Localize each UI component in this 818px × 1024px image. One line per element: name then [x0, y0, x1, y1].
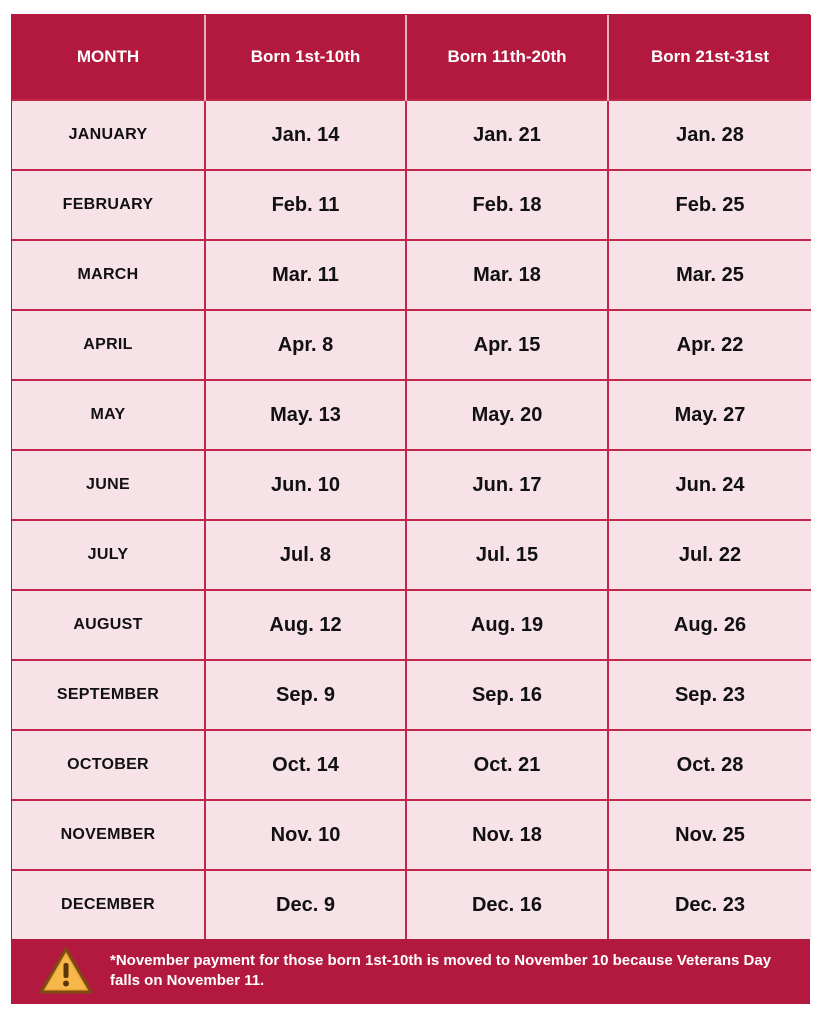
date-born-11-20: Oct. 21 — [406, 730, 608, 800]
table-row — [12, 520, 811, 590]
month-cell: JANUARY — [12, 100, 205, 170]
warning-icon — [38, 946, 94, 996]
footnote-banner — [12, 939, 809, 1003]
header-born-1-10: Born 1st-10th — [205, 15, 406, 100]
month-cell: SEPTEMBER — [12, 660, 205, 730]
date-born-11-20: Jul. 15 — [406, 520, 608, 590]
date-born-1-10: Nov. 10 — [205, 800, 406, 870]
month-cell: FEBRUARY — [12, 170, 205, 240]
table-row — [12, 100, 811, 170]
table-row — [12, 380, 811, 450]
date-born-1-10: Jun. 10 — [205, 450, 406, 520]
date-born-21-31: Aug. 26 — [608, 590, 811, 660]
date-born-11-20: Dec. 16 — [406, 870, 608, 939]
table-body — [12, 100, 811, 939]
date-born-1-10: Jul. 8 — [205, 520, 406, 590]
date-born-11-20: Sep. 16 — [406, 660, 608, 730]
date-born-1-10: Sep. 9 — [205, 660, 406, 730]
payment-schedule — [11, 14, 810, 1004]
date-born-1-10: Dec. 9 — [205, 870, 406, 939]
table-row — [12, 590, 811, 660]
date-born-1-10: Feb. 11 — [205, 170, 406, 240]
date-born-21-31: Jun. 24 — [608, 450, 811, 520]
header-born-21-31: Born 21st-31st — [608, 15, 811, 100]
date-born-11-20: Mar. 18 — [406, 240, 608, 310]
month-cell: MARCH — [12, 240, 205, 310]
month-cell: APRIL — [12, 310, 205, 380]
date-born-21-31: Dec. 23 — [608, 870, 811, 939]
header-row — [12, 15, 811, 100]
table-row — [12, 660, 811, 730]
date-born-21-31: Sep. 23 — [608, 660, 811, 730]
date-born-11-20: May. 20 — [406, 380, 608, 450]
date-born-11-20: Feb. 18 — [406, 170, 608, 240]
date-born-1-10: May. 13 — [205, 380, 406, 450]
table-row — [12, 870, 811, 939]
table-row — [12, 170, 811, 240]
table-header — [12, 15, 811, 100]
table-row — [12, 800, 811, 870]
date-born-21-31: Nov. 25 — [608, 800, 811, 870]
table-row — [12, 310, 811, 380]
header-born-11-20: Born 11th-20th — [406, 15, 608, 100]
date-born-11-20: Jun. 17 — [406, 450, 608, 520]
date-born-21-31: Oct. 28 — [608, 730, 811, 800]
date-born-21-31: Jan. 28 — [608, 100, 811, 170]
date-born-21-31: Jul. 22 — [608, 520, 811, 590]
date-born-11-20: Jan. 21 — [406, 100, 608, 170]
month-cell: OCTOBER — [12, 730, 205, 800]
month-cell: NOVEMBER — [12, 800, 205, 870]
date-born-1-10: Oct. 14 — [205, 730, 406, 800]
month-cell: AUGUST — [12, 590, 205, 660]
date-born-1-10: Aug. 12 — [205, 590, 406, 660]
header-month: MONTH — [12, 15, 205, 100]
table-row — [12, 240, 811, 310]
month-cell: DECEMBER — [12, 870, 205, 939]
table-row — [12, 730, 811, 800]
date-born-1-10: Apr. 8 — [205, 310, 406, 380]
date-born-21-31: May. 27 — [608, 380, 811, 450]
date-born-11-20: Aug. 19 — [406, 590, 608, 660]
date-born-1-10: Mar. 11 — [205, 240, 406, 310]
date-born-21-31: Feb. 25 — [608, 170, 811, 240]
schedule-table — [12, 15, 811, 939]
footnote-text: *November payment for those born 1st-10th is moved to November 10 because Veterans Day falls on November 11. — [110, 952, 772, 989]
table-row — [12, 450, 811, 520]
date-born-21-31: Mar. 25 — [608, 240, 811, 310]
date-born-21-31: Apr. 22 — [608, 310, 811, 380]
date-born-11-20: Apr. 15 — [406, 310, 608, 380]
date-born-1-10: Jan. 14 — [205, 100, 406, 170]
month-cell: JULY — [12, 520, 205, 590]
date-born-11-20: Nov. 18 — [406, 800, 608, 870]
month-cell: MAY — [12, 380, 205, 450]
month-cell: JUNE — [12, 450, 205, 520]
